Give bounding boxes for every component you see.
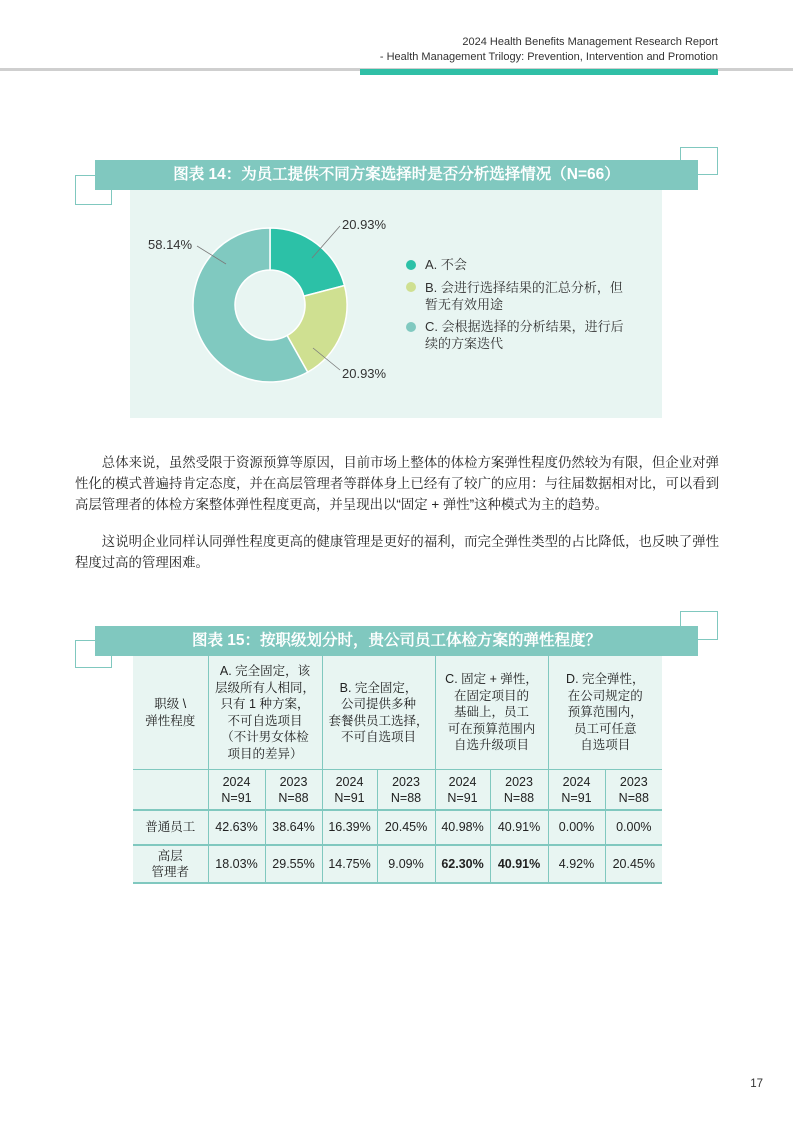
sample-column-header [208, 770, 265, 811]
chart-legend [406, 256, 636, 352]
sample-column-header [377, 770, 435, 811]
table-cell: 14.75% [322, 845, 377, 883]
sample-year: 2023 [392, 774, 420, 789]
sample-size: N=88 [503, 790, 535, 805]
table-cell: 20.45% [377, 810, 435, 845]
sample-column-header [322, 770, 377, 811]
table-cell: 42.63% [208, 810, 265, 845]
table-cell: 16.39% [322, 810, 377, 845]
table-cell: 40.91% [490, 810, 548, 845]
sample-year: 2023 [619, 774, 648, 789]
table-subheader-row [133, 770, 662, 811]
legend-item-b [406, 279, 636, 313]
sample-size: N=88 [390, 790, 422, 805]
legend-swatch-a [406, 260, 416, 270]
table-cell: 0.00% [548, 810, 605, 845]
sample-year: 2024 [448, 774, 477, 789]
table-header-row [133, 656, 662, 770]
legend-label-b: B. 会进行选择结果的汇总分析，但暂无有效用途 [425, 279, 623, 312]
figure14-title: 图表 14：为员工提供不同方案选择时是否分析选择情况（N=66） [95, 160, 698, 190]
legend-label-a: A. 不会 [425, 257, 467, 272]
flexibility-table [133, 656, 662, 884]
row-label: 高层 管理者 [133, 845, 208, 883]
table-cell: 29.55% [265, 845, 322, 883]
legend-item-a [406, 256, 636, 273]
table-row [133, 845, 662, 883]
body-paragraph: 这说明企业同样认同弹性程度更高的健康管理是更好的福利，而完全弹性类型的占比降低，也反映了弹性程度过高的管理困难。 [75, 534, 719, 570]
sample-year: 2024 [335, 774, 364, 789]
table-cell: 9.09% [377, 845, 435, 883]
row-label: 普通员工 [133, 810, 208, 845]
sample-size: N=91 [334, 790, 365, 805]
option-header-d: D. 完全弹性， 在公司规定的 预算范围内， 员工可任意 自选项目 [548, 656, 662, 770]
sample-size: N=91 [447, 790, 478, 805]
sample-size: N=91 [561, 790, 592, 805]
table-cell: 4.92% [548, 845, 605, 883]
sample-column-header [435, 770, 490, 811]
header-accent-bar [360, 69, 718, 75]
table-cell: 40.98% [435, 810, 490, 845]
option-header-b: B. 完全固定， 公司提供多种 套餐供员工选择， 不可自选项目 [322, 656, 435, 770]
report-title: 2024 Health Benefits Management Research Report [462, 36, 718, 48]
sample-column-header [265, 770, 322, 811]
page-number: 17 [750, 1078, 763, 1090]
corner-header: 职级 \ 弹性程度 [133, 656, 208, 770]
legend-item-c [406, 318, 636, 352]
sample-size: N=88 [618, 790, 649, 805]
donut-slice-a [270, 228, 344, 296]
sample-size: N=88 [278, 790, 309, 805]
table-row [133, 810, 662, 845]
table-cell: 20.45% [605, 845, 662, 883]
table-cell: 18.03% [208, 845, 265, 883]
figure14-chart-panel [130, 190, 662, 418]
option-header-c: C. 固定 + 弹性， 在固定项目的 基础上，员工 可在预算范围内 自选升级项目 [435, 656, 548, 770]
data-label-b: 20.93% [342, 366, 387, 381]
table-cell: 0.00% [605, 810, 662, 845]
option-header-a: A. 完全固定，该 层级所有人相同， 只有 1 种方案， 不可自选项目 （不计男女体检 项目的差异） [208, 656, 322, 770]
data-label-a: 20.93% [342, 217, 387, 232]
table-cell-highlighted: 40.91% [490, 845, 548, 883]
legend-label-c: C. 会根据选择的分析结果，进行后续的方案迭代 [425, 319, 624, 351]
sample-year: 2023 [505, 774, 533, 789]
table-cell: 38.64% [265, 810, 322, 845]
table-cell-highlighted: 62.30% [435, 845, 490, 883]
sample-column-header [548, 770, 605, 811]
sample-column-header [490, 770, 548, 811]
data-label-c: 58.14% [148, 237, 193, 252]
legend-swatch-c [406, 322, 416, 332]
sample-size: N=91 [221, 790, 252, 805]
report-subtitle: - Health Management Trilogy: Prevention, Intervention and Promotion [379, 51, 718, 63]
legend-swatch-b [406, 282, 416, 292]
sample-year: 2024 [222, 774, 251, 789]
figure15-title: 图表 15：按职级划分时，贵公司员工体检方案的弹性程度？ [95, 626, 698, 656]
body-paragraph: 总体来说，虽然受限于资源预算等原因，目前市场上整体的体检方案弹性程度仍然较为有限，但企业对弹性化的模式普遍持肯定态度，并在高层管理者等群体身上已经有了较广的应用：与往届数据相对比，可以看到高层管理者的体检方案整体弹性程度更高，并呈现出以“固定 + 弹性”这种模式为主的趋势。 [75, 455, 719, 512]
sample-year: 2023 [279, 774, 308, 789]
sample-year: 2024 [562, 774, 591, 789]
subheader-empty-cell [133, 770, 208, 811]
sample-column-header [605, 770, 662, 811]
